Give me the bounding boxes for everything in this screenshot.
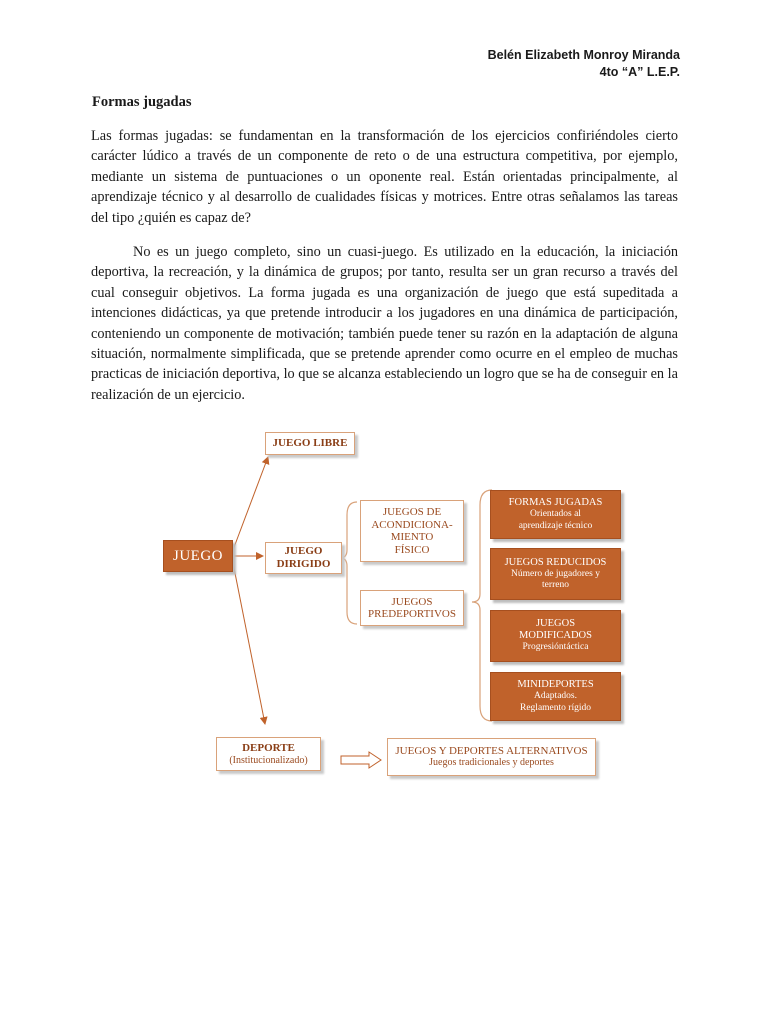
minideportes-box — [490, 672, 621, 721]
author-group: 4to “A” L.E.P. — [599, 65, 680, 79]
juego-libre-label: JUEGO LIBRE — [272, 437, 348, 449]
juego-dirigido-line-2: DIRIGIDO — [276, 558, 331, 570]
author-name: Belén Elizabeth Monroy Miranda — [487, 48, 680, 62]
predeportivos-line-2: PREDEPORTIVOS — [368, 608, 456, 620]
juegos-modificados-title-2: MODIFICADOS — [519, 630, 592, 642]
minideportes-title: MINIDEPORTES — [517, 679, 594, 690]
alternativos-title: JUEGOS Y DEPORTES ALTERNATIVOS — [395, 744, 588, 757]
juego-dirigido-line-1: JUEGO — [284, 545, 323, 557]
minideportes-desc-2: Reglamento rígido — [520, 702, 591, 713]
deporte-subtitle: (Institucionalizado) — [229, 754, 308, 766]
brace-subtypes — [472, 490, 492, 721]
deporte-title: DEPORTE — [242, 741, 295, 754]
juego-dirigido-box — [265, 542, 342, 574]
predeportivos-line-1: JUEGOS — [391, 595, 433, 608]
formas-jugadas-desc-1: Orientados al — [530, 509, 581, 519]
predeportivos-box — [360, 590, 464, 626]
formas-jugadas-desc-2: aprendizaje técnico — [518, 520, 593, 531]
block-arrow-deporte — [341, 752, 381, 768]
acondicionamiento-box — [360, 500, 464, 562]
deporte-box — [216, 737, 321, 771]
juegos-reducidos-desc-1: Número de jugadores y — [511, 568, 600, 579]
juego-root-box — [163, 540, 233, 572]
juegos-modificados-box — [490, 610, 621, 662]
brace-dirigido — [340, 502, 357, 624]
juegos-modificados-desc: Progresióntáctica — [522, 642, 589, 653]
juegos-modificados-title-1: JUEGOS — [535, 618, 576, 630]
acondicionamiento-line-4: FÍSICO — [394, 543, 430, 556]
juegos-reducidos-title: JUEGOS REDUCIDOS — [504, 556, 607, 568]
alternativos-desc: Juegos tradicionales y deportes — [429, 757, 554, 769]
juegos-reducidos-desc-2: terreno — [542, 580, 569, 590]
minideportes-desc-1: Adaptados. — [533, 691, 577, 701]
acondicionamiento-line-3: MIENTO — [390, 531, 434, 543]
acondicionamiento-line-2: ACONDICIONA- — [371, 518, 453, 531]
formas-jugadas-title: FORMAS JUGADAS — [508, 497, 603, 508]
paragraph-2: No es un juego completo, sino un cuasi-juego. Es utilizado en la educación, la iniciación deportiva, la recreación, y la dinámica de grupos; por tanto, resulta ser un gran recurso a través del cual conseguir objetivos. La forma jugada es una organización de juego que está supeditada a intenciones didácticas, ya que pretende introducir a los jugadores en una dinámica de participación, conteniendo un componente de motivación; también puede tener su razón en la adaptación de alguna situación, normalmente simplificada, que se pretende aprender como ocurre en el empleo de muchas practicas de iniciación deportiva, lo que se alcanza estableciendo un logro que se ha de conseguir en la realización de un ejercicio. — [91, 244, 678, 403]
formas-jugadas-box — [490, 490, 621, 539]
alternativos-box — [387, 738, 596, 776]
acondicionamiento-line-1: JUEGOS DE — [382, 506, 442, 518]
document-title: Formas jugadas — [92, 94, 192, 110]
arrow-to-deporte — [233, 563, 265, 724]
juego-root-label: JUEGO — [173, 547, 223, 564]
arrow-to-juego-libre — [233, 457, 268, 550]
paragraph-1: Las formas jugadas: se fundamentan en la transformación de los ejercicios confiriéndoles cierto carácter lúdico a través de un componente de reto o de una estructura competitiva, por ejemplo, mediante un sistema de puntuaciones o un oponente real. Están orientadas principalmente, al aprendizaje técnico y al desarrollo de cualidades físicas y motrices. Entre otras señalamos las tareas del tipo ¿quién es capaz de? — [91, 128, 678, 226]
juegos-reducidos-box — [490, 548, 621, 600]
juego-libre-box — [265, 432, 355, 455]
